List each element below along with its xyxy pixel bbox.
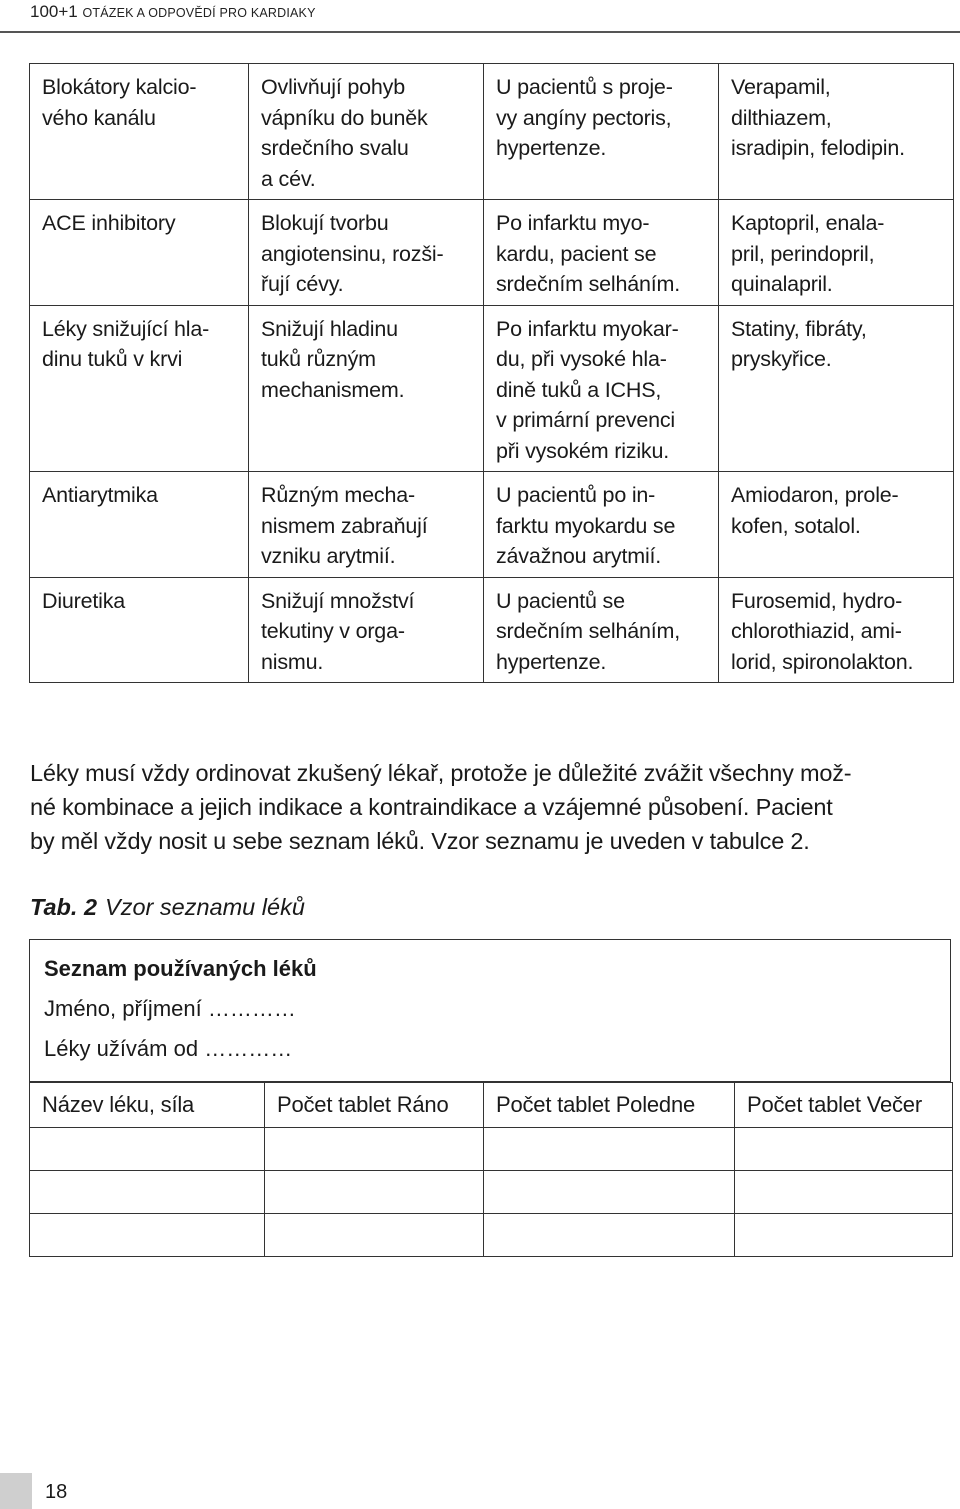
drug-indication-cell: Po infarktu myo- kardu, pacient se srdečním selháním. bbox=[484, 200, 719, 306]
start-date-field-line: Léky užívám od ………… bbox=[44, 1036, 293, 1061]
table-row bbox=[30, 1171, 953, 1214]
table-row bbox=[30, 1214, 953, 1257]
page-number: 18 bbox=[45, 1481, 68, 1503]
table-row bbox=[30, 472, 954, 578]
caption-label: Tab. 2 bbox=[30, 894, 98, 920]
caption-text: Vzor seznamu léků bbox=[105, 894, 305, 920]
table-row bbox=[30, 577, 954, 683]
column-header-morning: Počet tablet Ráno bbox=[265, 1083, 484, 1128]
empty-cell bbox=[484, 1214, 735, 1257]
drug-indication-cell: U pacientů se srdečním selháním, hypertenze. bbox=[484, 577, 719, 683]
drug-action-cell: Různým mecha- nismem zabraňují vzniku arytmií. bbox=[249, 472, 484, 578]
table-row bbox=[30, 200, 954, 306]
empty-cell bbox=[735, 1214, 953, 1257]
column-header-drug-name: Název léku, síla bbox=[30, 1083, 265, 1128]
footer-marker bbox=[0, 1473, 32, 1509]
drug-group-cell: ACE inhibitory bbox=[30, 200, 249, 306]
empty-cell bbox=[484, 1128, 735, 1171]
drug-examples-cell: Verapamil, dilthiazem, isradipin, felodipin. bbox=[719, 64, 954, 200]
drug-indication-cell: U pacientů s proje- vy angíny pectoris, hypertenze. bbox=[484, 64, 719, 200]
running-header bbox=[30, 2, 316, 22]
empty-cell bbox=[265, 1171, 484, 1214]
form-title: Seznam používaných léků bbox=[44, 956, 317, 981]
table-caption bbox=[30, 894, 305, 921]
drug-group-cell: Léky snižující hla- dinu tuků v krvi bbox=[30, 305, 249, 472]
table-row bbox=[30, 64, 954, 200]
name-field-line: Jméno, příjmení ………… bbox=[44, 996, 296, 1021]
medication-form bbox=[29, 939, 951, 1082]
empty-cell bbox=[265, 1128, 484, 1171]
drug-examples-cell: Kaptopril, enala- pril, perindopril, quinalapril. bbox=[719, 200, 954, 306]
drug-indication-cell: Po infarktu myokar- du, při vysoké hla- dině tuků a ICHS, v primární prevenci při vysokém riziku. bbox=[484, 305, 719, 472]
column-header-evening: Počet tablet Večer bbox=[735, 1083, 953, 1128]
empty-cell bbox=[30, 1128, 265, 1171]
drug-group-cell: Antiarytmika bbox=[30, 472, 249, 578]
drug-indication-cell: U pacientů po in- farktu myokardu se závažnou arytmií. bbox=[484, 472, 719, 578]
drug-action-cell: Snižují množství tekutiny v orga- nismu. bbox=[249, 577, 484, 683]
drug-group-cell: Blokátory kalcio- vého kanálu bbox=[30, 64, 249, 200]
table-row bbox=[30, 305, 954, 472]
empty-cell bbox=[265, 1214, 484, 1257]
medication-list-table bbox=[29, 1082, 953, 1257]
header-prefix: 100+1 bbox=[30, 2, 83, 21]
header-rule bbox=[0, 31, 960, 33]
empty-cell bbox=[484, 1171, 735, 1214]
column-header-noon: Počet tablet Poledne bbox=[484, 1083, 735, 1128]
drug-action-cell: Snižují hladinu tuků různým mechanismem. bbox=[249, 305, 484, 472]
drug-examples-cell: Statiny, fibráty, pryskyřice. bbox=[719, 305, 954, 472]
empty-cell bbox=[735, 1171, 953, 1214]
drug-action-cell: Blokují tvorbu angiotensinu, rozši- řují cévy. bbox=[249, 200, 484, 306]
empty-cell bbox=[30, 1214, 265, 1257]
drug-group-cell: Diuretika bbox=[30, 577, 249, 683]
table-header-row bbox=[30, 1083, 953, 1128]
empty-cell bbox=[30, 1171, 265, 1214]
body-paragraph: Léky musí vždy ordinovat zkušený lékař, protože je důležité zvážit všechny mož- né kombinace a jejich indikace a kontraindikace a vzájemné působení. Pacient by měl vždy nosit u sebe seznam léků. Vzor seznamu je uveden v tabulce 2. bbox=[30, 760, 852, 854]
drug-action-cell: Ovlivňují pohyb vápníku do buněk srdečního svalu a cév. bbox=[249, 64, 484, 200]
table-row bbox=[30, 1128, 953, 1171]
drug-examples-cell: Amiodaron, prole- kofen, sotalol. bbox=[719, 472, 954, 578]
drug-examples-cell: Furosemid, hydro- chlorothiazid, ami- lorid, spironolakton. bbox=[719, 577, 954, 683]
empty-cell bbox=[735, 1128, 953, 1171]
header-title: OTÁZEK A ODPOVĚDÍ PRO KARDIAKY bbox=[82, 6, 316, 20]
drug-table bbox=[29, 63, 954, 683]
